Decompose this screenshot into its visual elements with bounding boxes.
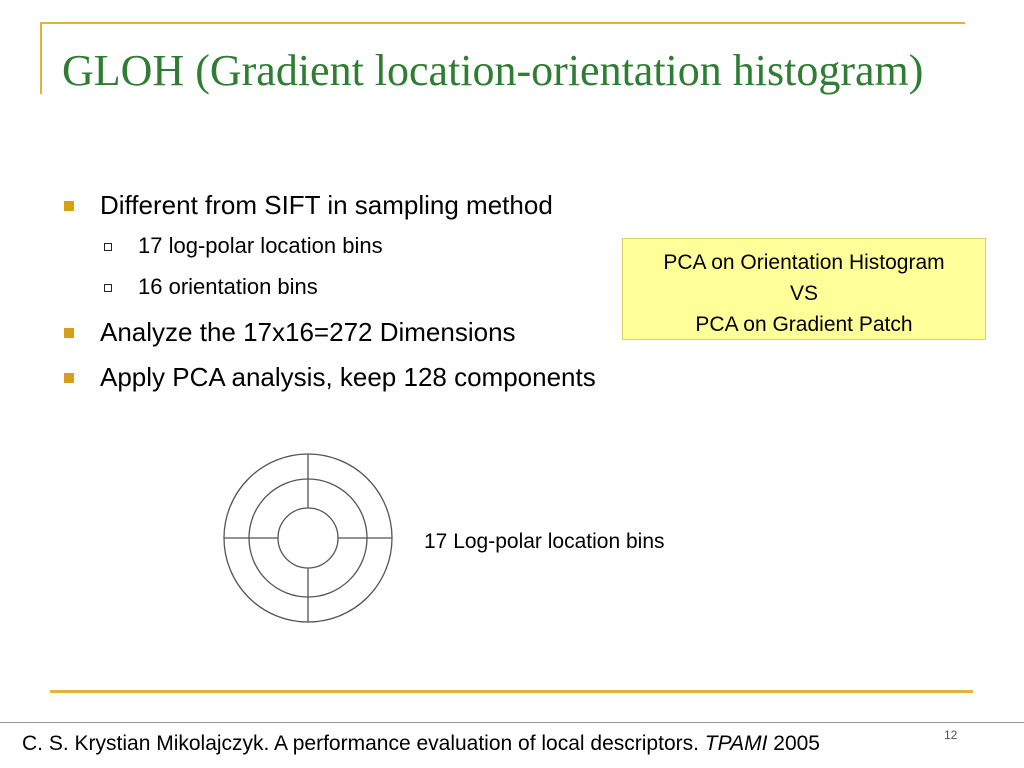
bullet-text: Apply PCA analysis, keep 128 components <box>100 362 596 392</box>
sub-bullet-text: 17 log-polar location bins <box>138 233 383 258</box>
bullet-item <box>62 358 762 396</box>
top-border-line <box>40 22 965 24</box>
bullet-item <box>62 186 762 224</box>
bottom-border-line <box>50 690 973 693</box>
citation <box>22 732 1022 756</box>
square-bullet-icon <box>64 201 74 211</box>
sub-bullet-text: 16 orientation bins <box>138 274 318 299</box>
bullet-text: Different from SIFT in sampling method <box>100 190 553 220</box>
callout-line: PCA on Gradient Patch <box>695 313 913 336</box>
inner-ring <box>278 508 338 568</box>
citation-venue: TPAMI <box>704 732 768 755</box>
diagram-label: 17 Log-polar location bins <box>424 530 665 553</box>
hollow-square-bullet-icon <box>104 284 112 292</box>
slide-title: GLOH (Gradient location-orientation histogram) <box>62 46 924 95</box>
left-border-line <box>40 22 42 94</box>
hollow-square-bullet-icon <box>104 243 112 251</box>
pca-comparison-callout <box>622 238 986 340</box>
square-bullet-icon <box>64 373 74 383</box>
page-number: 12 <box>944 728 958 742</box>
callout-line: PCA on Orientation Histogram <box>663 251 945 274</box>
callout-line: VS <box>789 282 818 305</box>
log-polar-bins-diagram <box>220 450 400 630</box>
citation-year: 2005 <box>773 732 820 755</box>
citation-text: C. S. Krystian Mikolajczyk. A performance evaluation of local descriptors. <box>22 732 699 755</box>
footer-rule <box>0 722 1024 723</box>
bullet-text: Analyze the 17x16=272 Dimensions <box>100 317 516 347</box>
square-bullet-icon <box>64 328 74 338</box>
